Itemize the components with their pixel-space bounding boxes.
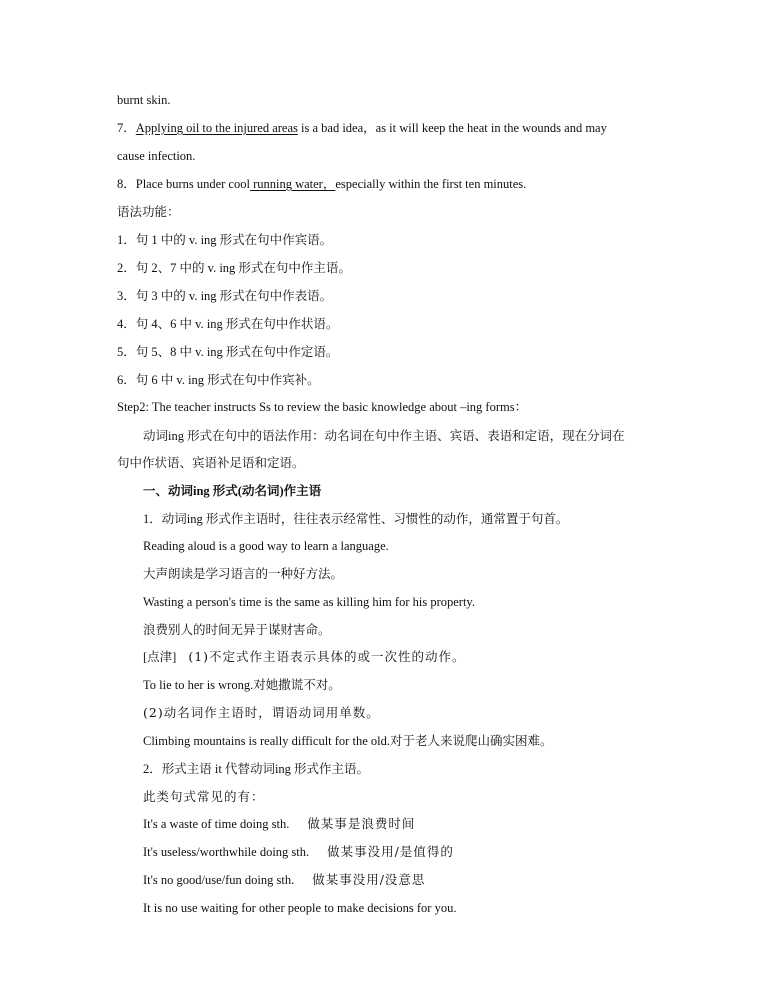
- example-sentence: Reading aloud is a good way to learn a language.: [143, 539, 389, 553]
- list-item: 3．句 3 中的 v. ing 形式在句中作表语。: [117, 289, 333, 303]
- paragraph-line: 1．动词ing 形式作主语时，往往表示经常性、习惯性的动作，通常置于句首。: [143, 512, 569, 526]
- note-tag: [点津]: [143, 650, 177, 664]
- example-translation: 大声朗读是学习语言的一种好方法。: [143, 567, 344, 581]
- pattern-english: It's useless/worthwhile doing sth.: [143, 845, 310, 859]
- pattern-chinese: 做某事是浪费时间: [307, 816, 416, 831]
- example-sentence: It is no use waiting for other people to make decisions for you.: [143, 901, 457, 915]
- example-translation: 浪费别人的时间无异于谋财害命。: [143, 623, 331, 637]
- pattern-line: [143, 844, 454, 860]
- pattern-english: It's a waste of time doing sth.: [143, 817, 290, 831]
- pattern-chinese: 做某事没用/是值得的: [327, 844, 454, 859]
- text-line: burnt skin.: [117, 93, 171, 107]
- note-line: [143, 649, 466, 665]
- list-item: 6．句 6 中 v. ing 形式在句中作宾补。: [117, 373, 320, 387]
- example-sentence: Climbing mountains is really difficult for the old.对于老人来说爬山确实困难。: [143, 734, 553, 748]
- underlined-phrase: Applying oil to the injured areas: [135, 121, 298, 135]
- list-item: 5．句 5、8 中 v. ing 形式在句中作定语。: [117, 345, 339, 359]
- text-line: [117, 176, 526, 192]
- section-heading: 一、动词ing 形式(动名词)作主语: [143, 484, 322, 498]
- sentence-text: especially within the first ten minutes.: [335, 177, 527, 191]
- pattern-chinese: 做某事没用/没意思: [312, 872, 426, 887]
- pattern-line: [143, 872, 425, 888]
- pattern-english: It's no good/use/fun doing sth.: [143, 873, 295, 887]
- paragraph-line: 句中作状语、宾语补足语和定语。: [117, 456, 305, 470]
- paragraph-line: 动词ing 形式在句中的语法作用：动名词在句中作主语、宾语、表语和定语，现在分词在: [143, 429, 625, 443]
- list-item: 2．句 2、7 中的 v. ing 形式在句中作主语。: [117, 261, 351, 275]
- text-line: cause infection.: [117, 149, 196, 163]
- note-text: (1)不定式作主语表示具体的或一次性的动作。: [188, 649, 466, 664]
- example-sentence: To lie to her is wrong.对她撒谎不对。: [143, 678, 341, 692]
- paragraph-line: 此类句式常见的有：: [143, 789, 265, 804]
- item-number: 7．: [117, 121, 136, 135]
- underlined-phrase: running water，: [249, 177, 336, 191]
- text-line: [117, 120, 607, 136]
- sentence-text: 8．Place burns under cool: [117, 177, 250, 191]
- paragraph-line: 2．形式主语 it 代替动词ing 形式作主语。: [143, 762, 370, 776]
- sentence-text: is a bad idea，as it will keep the heat in the wounds and may: [297, 121, 607, 135]
- pattern-line: [143, 816, 415, 832]
- example-sentence: Wasting a person's time is the same as killing him for his property.: [143, 595, 475, 609]
- step-heading: Step2: The teacher instructs Ss to review the basic knowledge about –ing forms：: [117, 400, 528, 414]
- section-label: 语法功能：: [117, 205, 180, 219]
- note-text: (2)动名词作主语时，谓语动词用单数。: [143, 705, 380, 720]
- list-item: 4．句 4、6 中 v. ing 形式在句中作状语。: [117, 317, 339, 331]
- list-item: 1．句 1 中的 v. ing 形式在句中作宾语。: [117, 233, 333, 247]
